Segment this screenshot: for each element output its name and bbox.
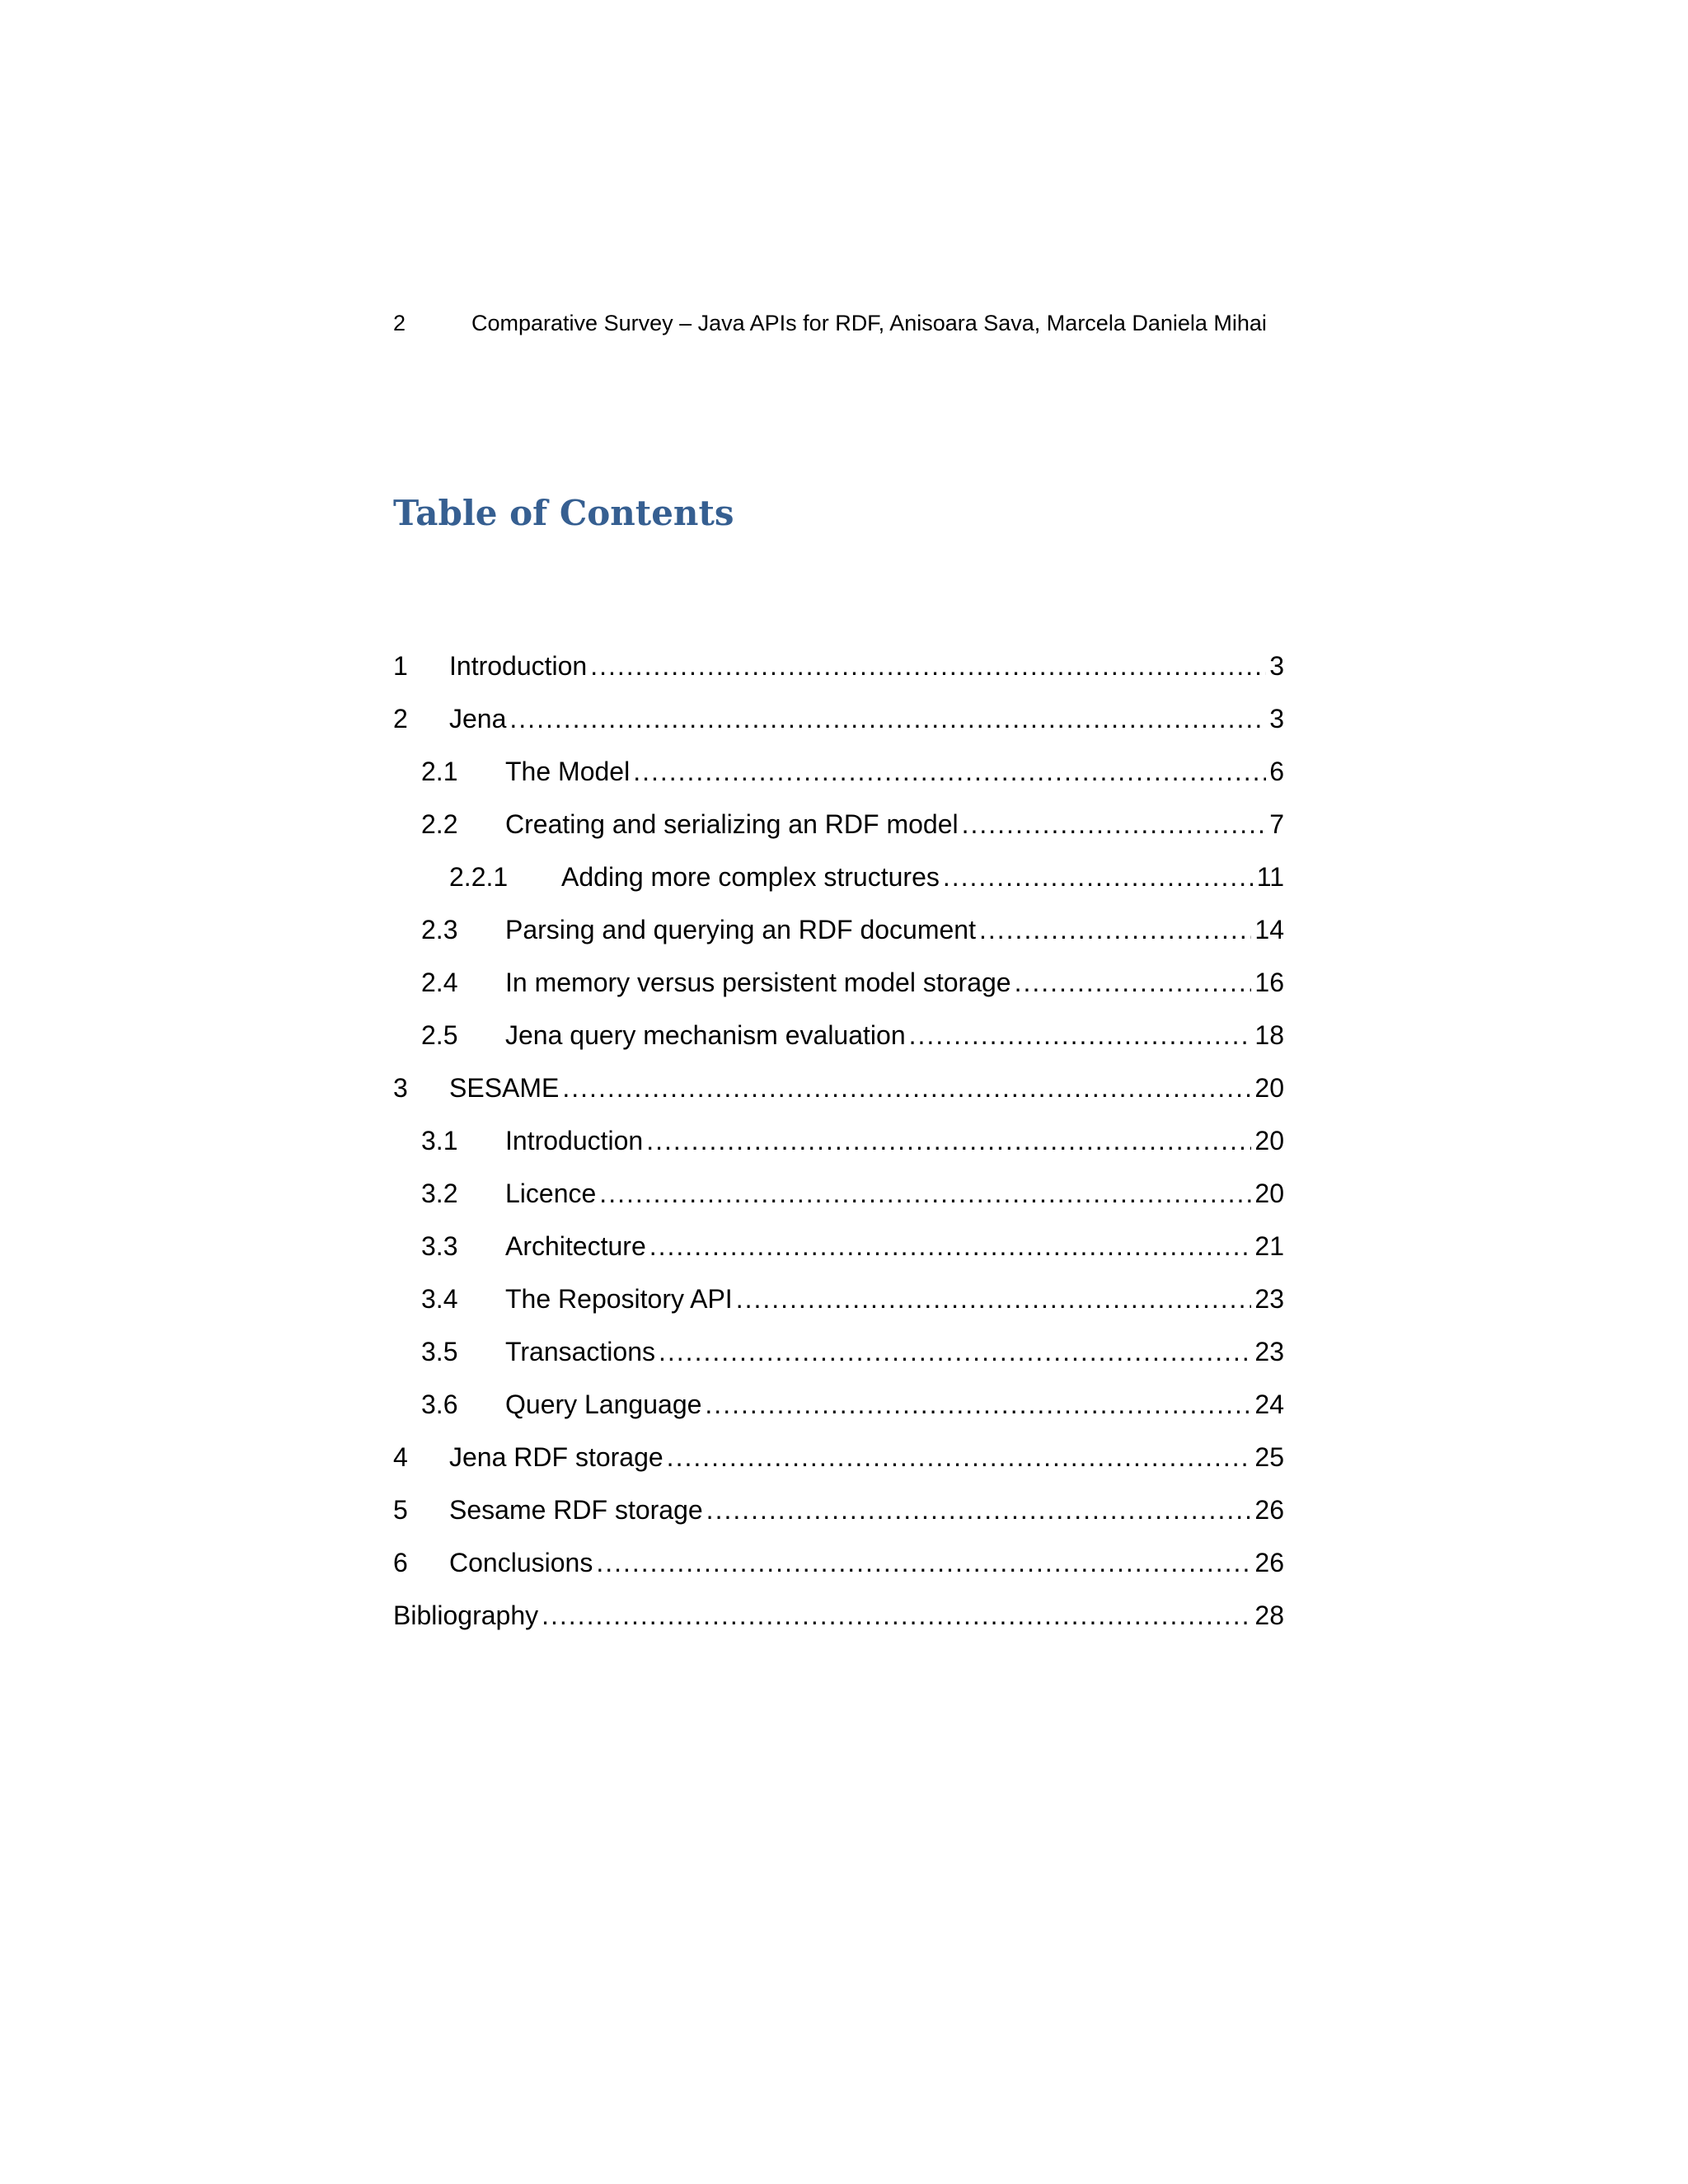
toc-entry-title: Creating and serializing an RDF model — [505, 809, 959, 839]
toc-entry-title: In memory versus persistent model storage — [505, 968, 1011, 997]
toc-entry-number: 3.2 — [421, 1179, 458, 1208]
toc-entry-page: 20 — [1254, 1179, 1284, 1208]
toc-entry-title: Sesame RDF storage — [449, 1495, 703, 1525]
toc-entry-number: 1 — [393, 651, 408, 681]
toc-dot-leader — [599, 1167, 1251, 1220]
toc-entry-title: Transactions — [505, 1337, 655, 1366]
toc-entry-title: Introduction — [505, 1126, 644, 1155]
toc-dot-leader — [509, 692, 1266, 745]
running-title: Comparative Survey – Java APIs for RDF, Anisoara Sava, Marcela Daniela Mihai — [471, 311, 1267, 335]
toc-dot-leader — [705, 1378, 1251, 1431]
toc-entry-title: Adding more complex structures — [561, 862, 940, 892]
toc-entry-title: Conclusions — [449, 1548, 593, 1577]
toc-entry-number: 3.4 — [421, 1284, 458, 1314]
toc-entry[interactable] — [393, 903, 1284, 956]
toc-heading: Table of Contents — [393, 493, 734, 533]
toc-entry[interactable] — [393, 1272, 1284, 1325]
toc-entry-page: 20 — [1254, 1126, 1284, 1155]
toc-entry[interactable] — [393, 1589, 1284, 1642]
toc-entry-title: Introduction — [449, 651, 588, 681]
toc-entry-number: 2.1 — [421, 757, 458, 786]
toc-entry-number: 3 — [393, 1073, 408, 1103]
toc-entry[interactable] — [393, 1483, 1284, 1536]
toc-dot-leader — [909, 1009, 1252, 1062]
toc-dot-leader — [590, 640, 1266, 692]
toc-entry-number: 2 — [393, 704, 408, 733]
toc-entry-page: 21 — [1254, 1231, 1284, 1261]
toc-entry-page: 26 — [1254, 1495, 1284, 1525]
toc-entry[interactable] — [393, 1431, 1284, 1483]
toc-entry-page: 25 — [1254, 1442, 1284, 1472]
toc-entry-page: 14 — [1254, 915, 1284, 944]
toc-entry-number: 3.6 — [421, 1390, 458, 1419]
toc-dot-leader — [736, 1272, 1252, 1325]
toc-entry[interactable] — [393, 692, 1284, 745]
toc-entry-number: 2.2 — [421, 809, 458, 839]
toc-entry[interactable] — [393, 1378, 1284, 1431]
toc-entry-number: 2.5 — [421, 1020, 458, 1050]
toc-entry-title: Jena RDF storage — [449, 1442, 663, 1472]
toc-entry-page: 3 — [1269, 651, 1284, 681]
toc-entry-number: 2.3 — [421, 915, 458, 944]
toc-dot-leader — [542, 1589, 1251, 1642]
toc-entry[interactable] — [393, 640, 1284, 692]
toc-entry-number: 6 — [393, 1548, 408, 1577]
table-of-contents — [393, 640, 1284, 1642]
toc-entry[interactable] — [393, 1167, 1284, 1220]
toc-entry-title: Licence — [505, 1179, 597, 1208]
toc-entry-page: 28 — [1254, 1601, 1284, 1630]
toc-entry-page: 23 — [1254, 1337, 1284, 1366]
toc-entry-number: 4 — [393, 1442, 408, 1472]
toc-entry[interactable] — [393, 1536, 1284, 1589]
toc-entry-title: Parsing and querying an RDF document — [505, 915, 976, 944]
toc-entry-number: 2.4 — [421, 968, 458, 997]
toc-dot-leader — [667, 1431, 1252, 1483]
toc-dot-leader — [659, 1325, 1251, 1378]
toc-dot-leader — [649, 1220, 1252, 1272]
toc-entry[interactable] — [393, 1009, 1284, 1062]
toc-entry-title: The Model — [505, 757, 631, 786]
toc-entry-number: 3.3 — [421, 1231, 458, 1261]
toc-entry-title: The Repository API — [505, 1284, 733, 1314]
toc-dot-leader — [962, 798, 1267, 851]
toc-entry-number: 5 — [393, 1495, 408, 1525]
toc-entry[interactable] — [393, 1062, 1284, 1114]
toc-dot-leader — [706, 1483, 1252, 1536]
toc-entry-title: Jena — [449, 704, 507, 733]
toc-entry[interactable] — [393, 851, 1284, 903]
toc-entry-page: 7 — [1269, 809, 1284, 839]
toc-entry[interactable] — [393, 956, 1284, 1009]
toc-entry-page: 20 — [1254, 1073, 1284, 1103]
toc-entry-title: SESAME — [449, 1073, 560, 1103]
toc-entry-page: 16 — [1254, 968, 1284, 997]
page-number: 2 — [393, 311, 406, 335]
toc-entry-number: 2.2.1 — [449, 862, 509, 892]
toc-entry-page: 24 — [1254, 1390, 1284, 1419]
toc-entry[interactable] — [393, 1220, 1284, 1272]
toc-entry-page: 18 — [1254, 1020, 1284, 1050]
toc-entry-number: 3.5 — [421, 1337, 458, 1366]
toc-dot-leader — [646, 1114, 1251, 1167]
toc-entry-page: 11 — [1256, 862, 1284, 892]
toc-dot-leader — [562, 1062, 1251, 1114]
toc-entry-title: Jena query mechanism evaluation — [505, 1020, 906, 1050]
toc-entry-title: Architecture — [505, 1231, 646, 1261]
toc-entry-page: 23 — [1254, 1284, 1284, 1314]
running-header — [393, 307, 1300, 340]
toc-dot-leader — [596, 1536, 1251, 1589]
toc-entry-title: Query Language — [505, 1390, 702, 1419]
toc-entry-page: 26 — [1254, 1548, 1284, 1577]
toc-dot-leader — [633, 745, 1266, 798]
toc-entry-page: 6 — [1269, 757, 1284, 786]
toc-entry-title: Bibliography — [393, 1601, 539, 1630]
toc-entry[interactable] — [393, 1114, 1284, 1167]
toc-dot-leader — [979, 903, 1251, 956]
toc-entry[interactable] — [393, 798, 1284, 851]
toc-dot-leader — [1015, 956, 1252, 1009]
toc-entry-page: 3 — [1269, 704, 1284, 733]
toc-entry[interactable] — [393, 745, 1284, 798]
toc-entry[interactable] — [393, 1325, 1284, 1378]
toc-entry-number: 3.1 — [421, 1126, 458, 1155]
toc-dot-leader — [943, 851, 1254, 903]
